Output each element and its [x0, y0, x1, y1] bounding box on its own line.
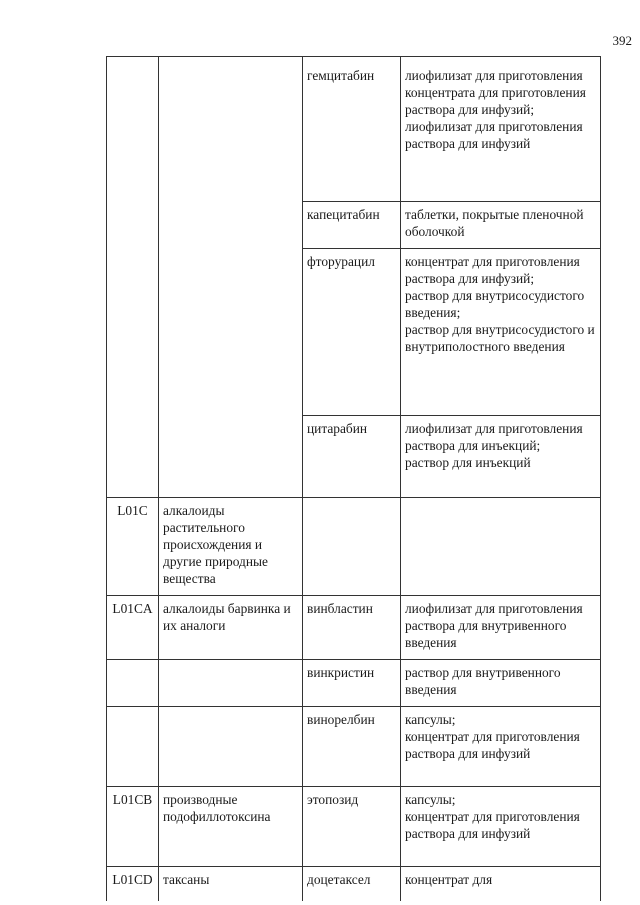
group-name-cell	[159, 660, 303, 707]
group-name-cell: алкалоиды растительного происхождения и другие природные вещества	[159, 498, 303, 596]
drug-table-container	[106, 56, 600, 901]
atc-code-cell	[107, 660, 159, 707]
drug-name-cell	[303, 498, 401, 596]
drug-name-cell: цитарабин	[303, 416, 401, 498]
dosage-form-cell: таблетки, покрытые пленочной оболочкой	[401, 202, 601, 249]
atc-code-cell: L01CA	[107, 596, 159, 660]
drug-name-cell: фторурацил	[303, 249, 401, 416]
table-row	[107, 707, 601, 787]
group-name-cell: таксаны	[159, 867, 303, 901]
drug-name-cell: винорелбин	[303, 707, 401, 787]
dosage-form-cell	[401, 498, 601, 596]
atc-code-cell: L01C	[107, 498, 159, 596]
table-row	[107, 596, 601, 660]
dosage-form-cell: раствор для внутривенного введения	[401, 660, 601, 707]
drug-name-cell: гемцитабин	[303, 57, 401, 202]
dosage-form-cell: концентрат для	[401, 867, 601, 901]
page-number: 392	[612, 33, 632, 48]
dosage-form-cell: капсулы; концентрат для приготовления раствора для инфузий	[401, 787, 601, 867]
table-row	[107, 498, 601, 596]
table-row	[107, 787, 601, 867]
group-name-cell: алкалоиды барвинка и их аналоги	[159, 596, 303, 660]
group-name-cell	[159, 707, 303, 787]
atc-code-cell	[107, 57, 159, 498]
atc-code-cell: L01CD	[107, 867, 159, 901]
table-row	[107, 867, 601, 901]
dosage-form-cell: капсулы; концентрат для приготовления раствора для инфузий	[401, 707, 601, 787]
group-name-cell: производные подофиллотоксина	[159, 787, 303, 867]
drug-name-cell: винкристин	[303, 660, 401, 707]
group-name-cell	[159, 57, 303, 498]
dosage-form-cell: лиофилизат для приготовления раствора для внутривенного введения	[401, 596, 601, 660]
drug-name-cell: винбластин	[303, 596, 401, 660]
drug-name-cell: доцетаксел	[303, 867, 401, 901]
table-row	[107, 660, 601, 707]
table-row	[107, 57, 601, 202]
dosage-form-cell: концентрат для приготовления раствора для инфузий; раствор для внутрисосудистого введения; раствор для внутрисосудистого и внутриполостного введения	[401, 249, 601, 416]
drug-name-cell: этопозид	[303, 787, 401, 867]
dosage-form-cell: лиофилизат для приготовления раствора для инъекций; раствор для инъекций	[401, 416, 601, 498]
drug-table	[106, 56, 601, 901]
drug-name-cell: капецитабин	[303, 202, 401, 249]
atc-code-cell: L01CB	[107, 787, 159, 867]
atc-code-cell	[107, 707, 159, 787]
dosage-form-cell: лиофилизат для приготовления концентрата для приготовления раствора для инфузий; лиофилизат для приготовления раствора для инфузий	[401, 57, 601, 202]
